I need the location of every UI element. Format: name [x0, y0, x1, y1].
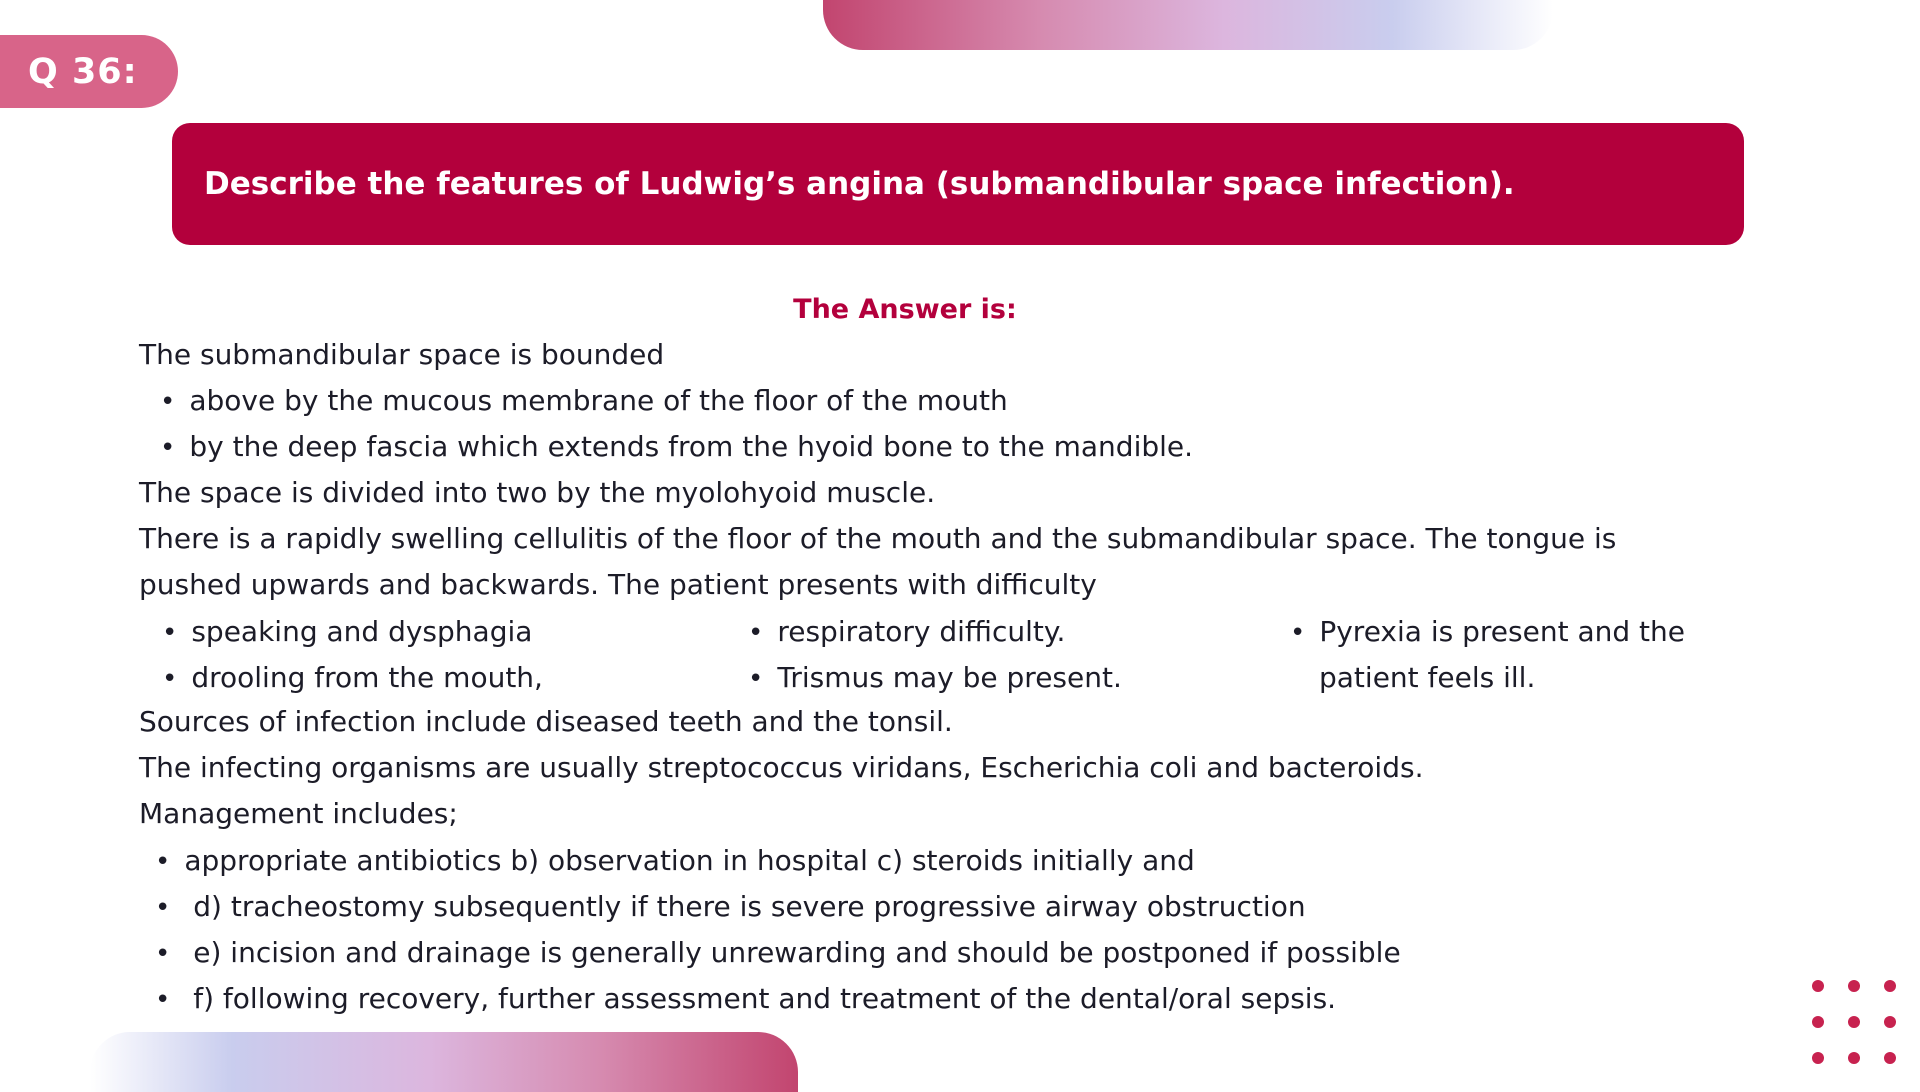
description-line-2: pushed upwards and backwards. The patient presents with difficulty — [139, 568, 1097, 601]
management-item — [155, 890, 1306, 924]
bullet-icon: • — [160, 387, 176, 417]
symptom-item — [1290, 615, 1685, 649]
decorative-gradient-bottom — [90, 1032, 798, 1092]
symptom-item — [162, 661, 543, 695]
bullet-icon: • — [162, 664, 178, 694]
management-text: e) incision and drainage is generally unrewarding and should be postponed if possible — [184, 936, 1401, 969]
symptom-item — [748, 661, 1122, 695]
management-text: appropriate antibiotics b) observation in hospital c) steroids initially and — [184, 844, 1195, 877]
bullet-icon: • — [748, 618, 764, 648]
bullet-icon: • — [155, 893, 171, 923]
bullet-icon: • — [160, 433, 176, 463]
bullet-icon: • — [155, 847, 171, 877]
decorative-dot-grid — [1812, 980, 1902, 1070]
management-text: f) following recovery, further assessment and treatment of the dental/oral sepsis. — [184, 982, 1337, 1015]
symptom-continuation: patient feels ill. — [1319, 661, 1536, 694]
management-item — [155, 982, 1336, 1016]
management-item — [155, 844, 1195, 878]
decorative-gradient-top — [823, 0, 1553, 50]
symptom-item — [162, 615, 532, 649]
description-line-1: There is a rapidly swelling cellulitis of the floor of the mouth and the submandibular space. The tongue is — [139, 522, 1617, 555]
symptom-text: Pyrexia is present and the — [1319, 615, 1685, 648]
question-box — [172, 123, 1744, 245]
bullet-icon: • — [748, 664, 764, 694]
answer-intro: The submandibular space is bounded — [139, 338, 665, 371]
question-number-tab — [0, 35, 178, 108]
management-intro: Management includes; — [139, 797, 458, 830]
bullet-icon: • — [1290, 618, 1306, 648]
organisms-text: The infecting organisms are usually streptococcus viridans, Escherichia coli and bacteroids. — [139, 751, 1424, 784]
symptom-text: Trismus may be present. — [777, 661, 1122, 694]
answer-heading: The Answer is: — [793, 294, 1017, 325]
boundary-text: by the deep fascia which extends from the hyoid bone to the mandible. — [189, 430, 1194, 463]
boundary-text: above by the mucous membrane of the floor of the mouth — [189, 384, 1008, 417]
bullet-icon: • — [155, 939, 171, 969]
question-number: Q 36: — [28, 51, 138, 92]
division-text: The space is divided into two by the myolohyoid muscle. — [139, 476, 936, 509]
symptom-item — [748, 615, 1065, 649]
management-text: d) tracheostomy subsequently if there is severe progressive airway obstruction — [184, 890, 1306, 923]
question-text: Describe the features of Ludwig’s angina (submandibular space infection). — [204, 166, 1515, 202]
boundary-item — [160, 430, 1193, 464]
symptom-text: speaking and dysphagia — [191, 615, 533, 648]
sources-text: Sources of infection include diseased teeth and the tonsil. — [139, 705, 953, 738]
bullet-icon: • — [155, 985, 171, 1015]
bullet-icon: • — [162, 618, 178, 648]
boundary-item — [160, 384, 1008, 418]
symptom-text: respiratory difficulty. — [777, 615, 1066, 648]
management-item — [155, 936, 1401, 970]
symptom-text: drooling from the mouth, — [191, 661, 543, 694]
